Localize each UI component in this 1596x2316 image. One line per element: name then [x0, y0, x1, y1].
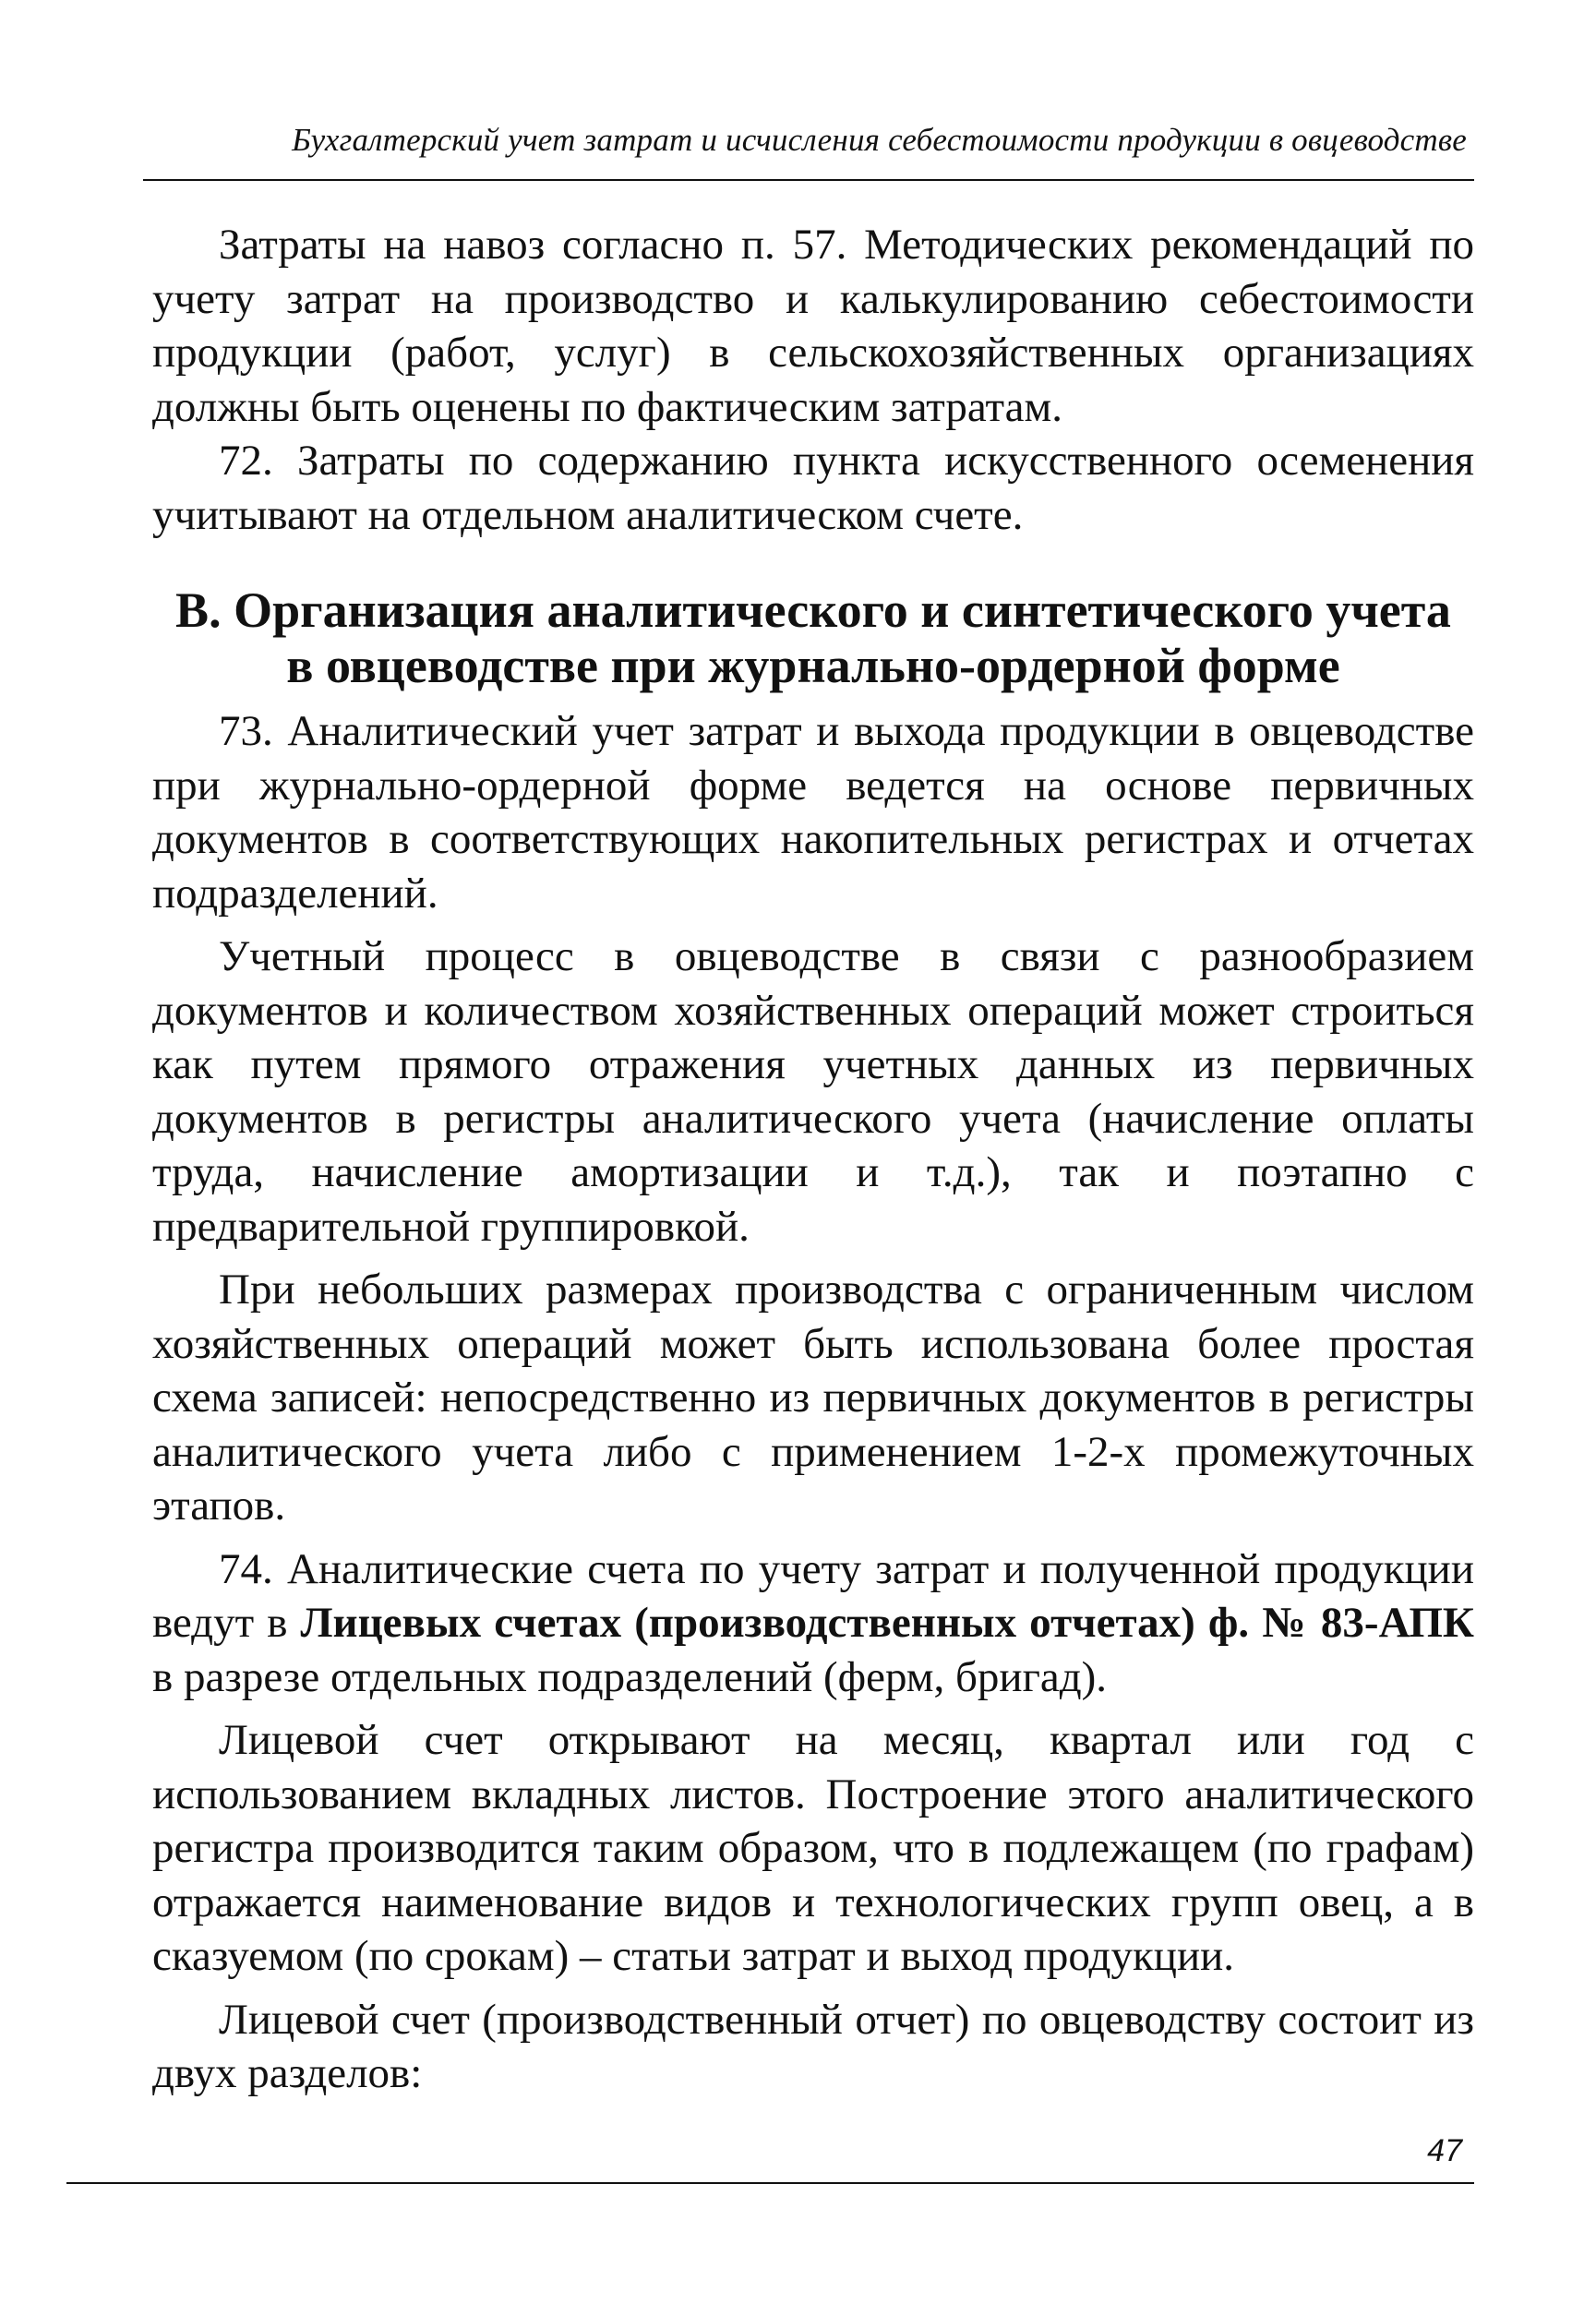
paragraph-personal-account: Лицевой счет открывают на месяц, квартал или год с использованием вкладных листов. Построение этого аналитического регистра производится таким образом, что в подлежащем (по графам) отражается наименование видов и технологических групп овец, а в сказуемом (по срокам) – статьи затрат и выход продукции. — [152, 1716, 1474, 1980]
paragraph-73: 73. Аналитический учет затрат и выхода продукции в овцеводстве при журнально-ордерной форме ведется на основе первичных документов в соответствующих накопительных регистрах и отчетах подразделений. — [152, 707, 1474, 918]
page-body — [152, 218, 1474, 2101]
paragraph-small-production: При небольших размерах производства с ограниченным числом хозяйственных операций может быть использована более простая схема записей: непосредственно из первичных документов в регистры аналитического учета либо с применением 1-2-х промежуточных этапов. — [152, 1266, 1474, 1530]
paragraph-74 — [152, 1542, 1474, 1705]
paragraph-74-end: в разрезе отдельных подразделений (ферм, бригад). — [152, 1652, 1108, 1701]
paragraph-74-bold-form-name: Лицевых счетах (производственных отчетах) ф. № 83-АПК — [300, 1599, 1474, 1647]
paragraph-sections: Лицевой счет (производственный отчет) по овцеводству состоит из двух разделов: — [152, 1995, 1474, 2097]
paragraph-manure-costs: Затраты на навоз согласно п. 57. Методических рекомендаций по учету затрат на производство и калькулированию себестоимости продукции (работ, услуг) в сельскохозяйственных организациях должны быть оценены по фактическим затратам. — [152, 221, 1474, 431]
footer-rule — [66, 2182, 1474, 2184]
section-heading — [152, 582, 1474, 693]
section-heading-line-2: в овцеводстве при журнально-ордерной форме — [286, 638, 1340, 693]
paragraph-72: 72. Затраты по содержанию пункта искусственного осеменения учитывают на отдельном аналитическом счете. — [152, 437, 1474, 539]
page-number: 47 — [1427, 2133, 1462, 2168]
header-rule — [143, 179, 1474, 181]
running-header: Бухгалтерский учет затрат и исчисления себестоимости продукции в овцеводстве — [292, 122, 1467, 158]
paragraph-74-start: 74. Аналитические счета по учету затрат и полученной продукции ведут в — [152, 1544, 1474, 1647]
section-heading-line-1: В. Организация аналитического и синтетического учета — [175, 582, 1451, 638]
paragraph-accounting-process: Учетный процесс в овцеводстве в связи с разнообразием документов и количеством хозяйственных операций может строиться как путем прямого отражения учетных данных из первичных документов в регистры аналитического учета (начисление оплаты труда, начисление амортизации и т.д.), так и поэтапно с предварительной группировкой. — [152, 932, 1474, 1251]
